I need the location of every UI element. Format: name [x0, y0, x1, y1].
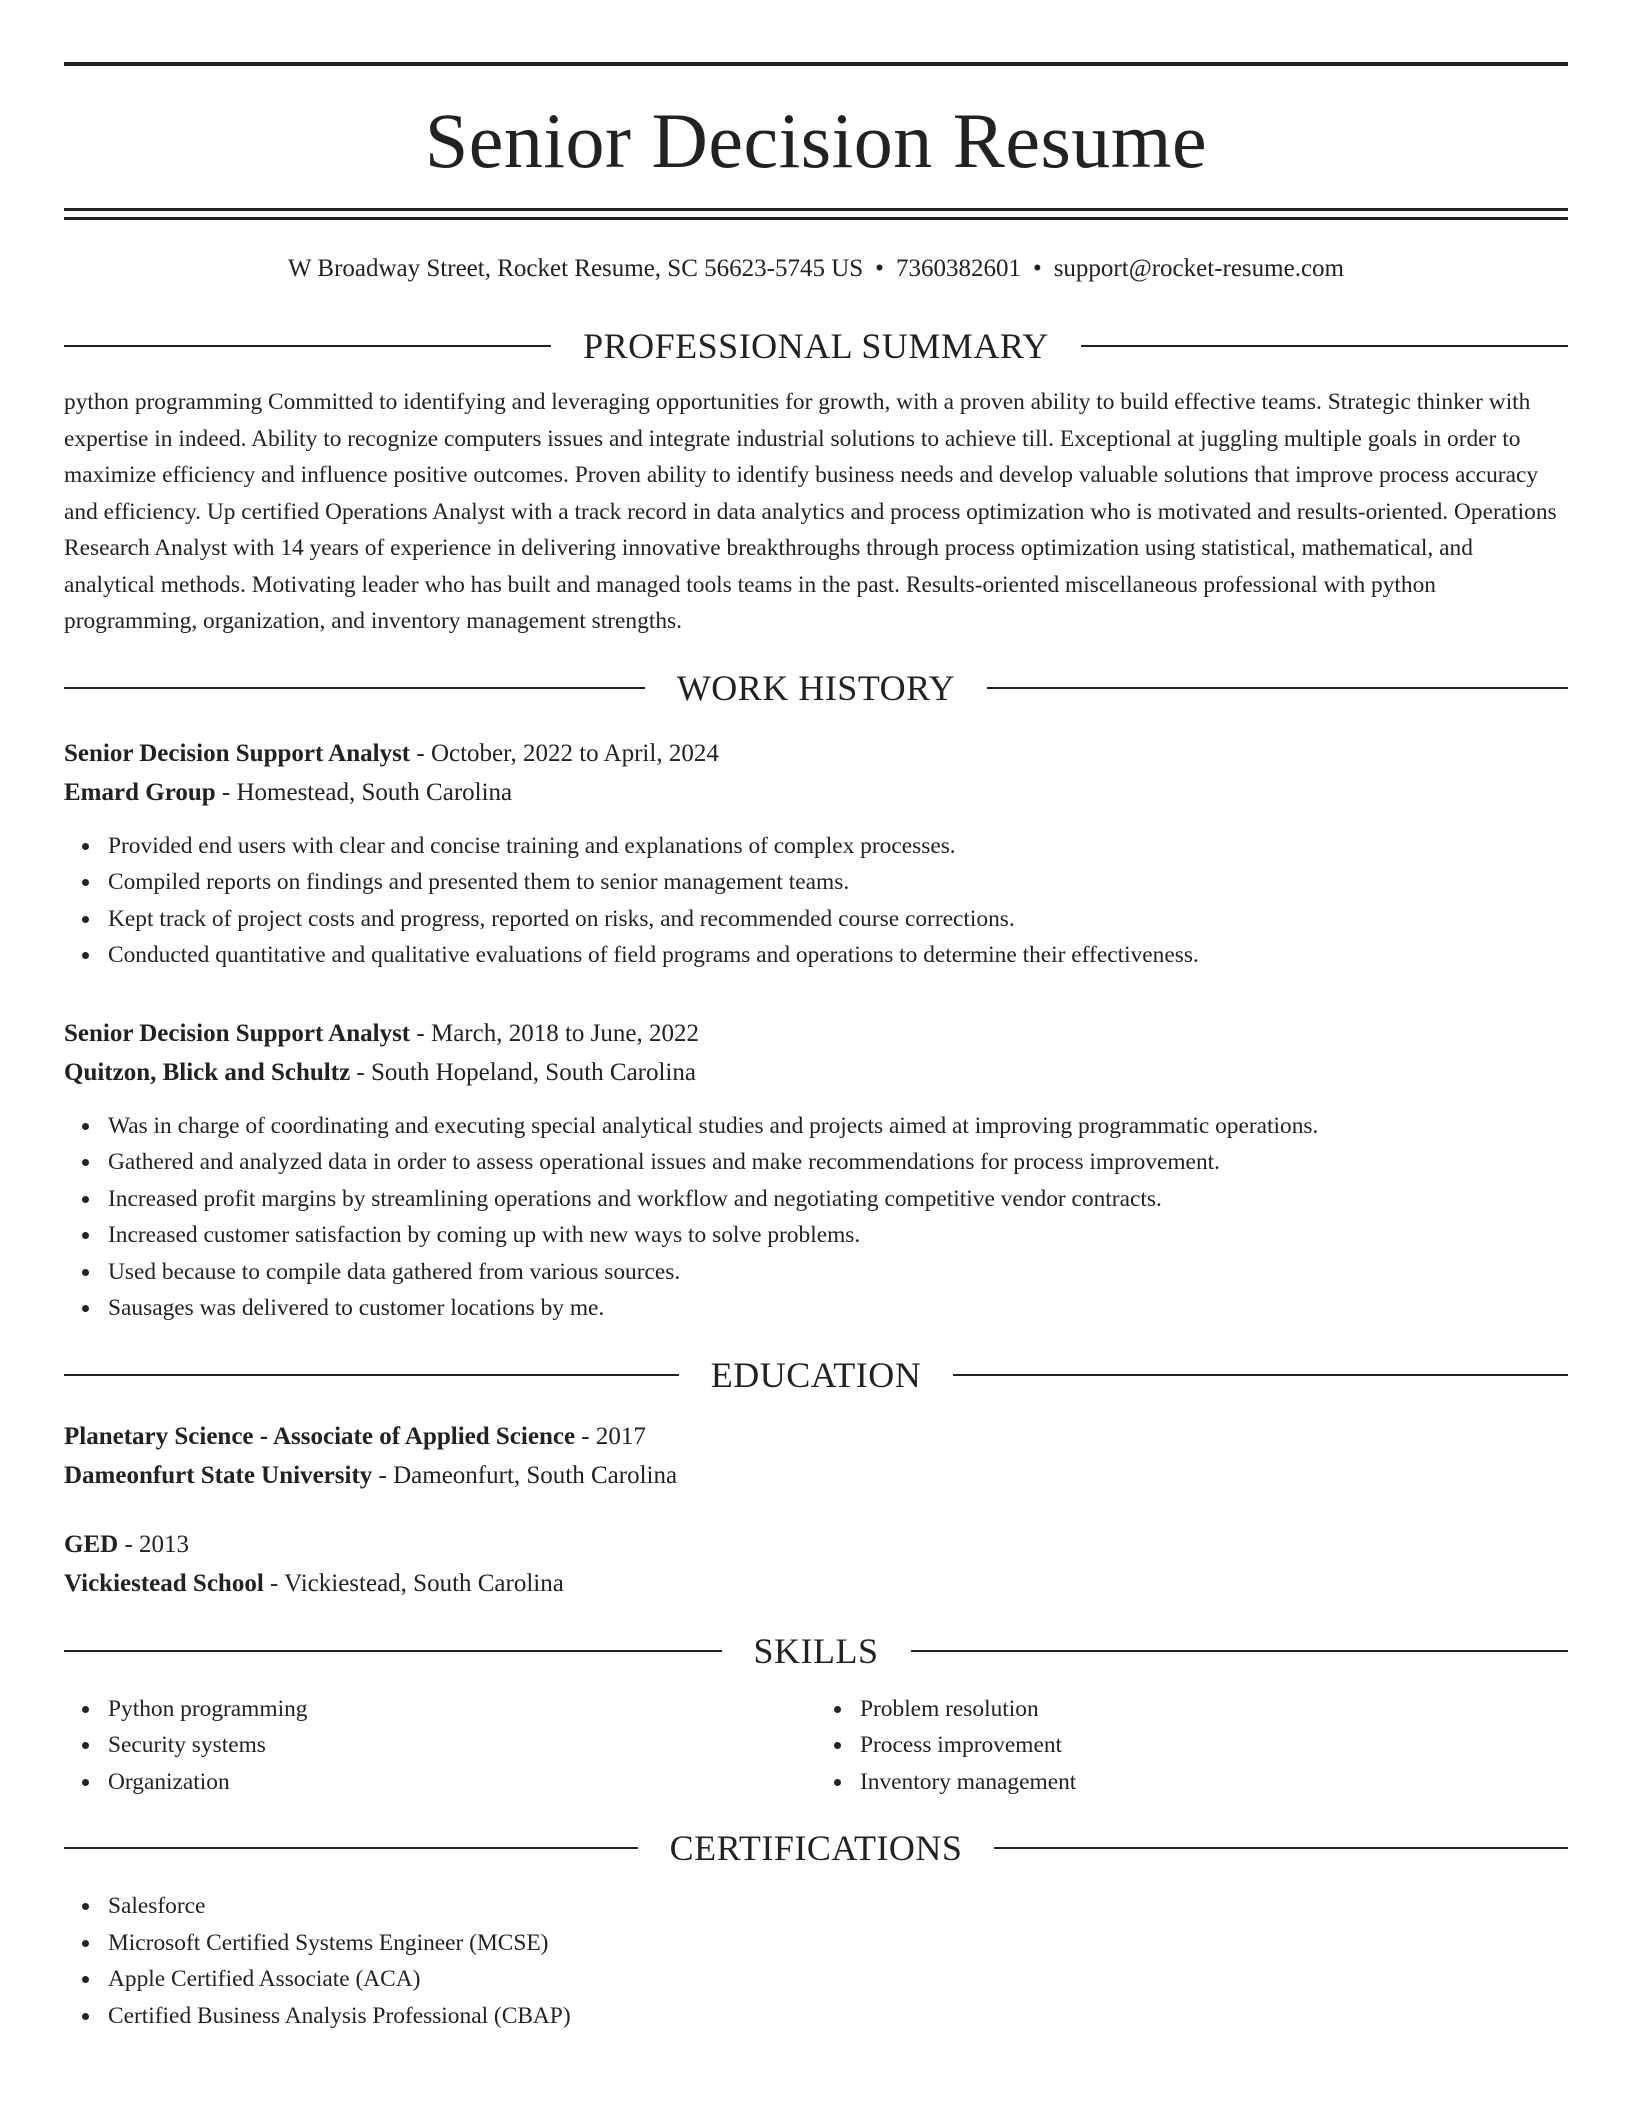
section-rule — [953, 1374, 1568, 1376]
contact-address: W Broadway Street, Rocket Resume, SC 56623-5745 US — [288, 255, 864, 282]
section-title-education: EDUCATION — [710, 1354, 922, 1395]
education-year: - 2017 — [575, 1422, 646, 1450]
section-header-work — [64, 667, 1568, 708]
section-rule — [64, 1374, 679, 1376]
education-degree-line — [64, 1417, 1568, 1456]
section-rule — [911, 1650, 1569, 1652]
education-school: Dameonfurt State University — [64, 1461, 373, 1489]
section-rule — [64, 1650, 722, 1652]
contact-separator: • — [875, 255, 884, 282]
job-company-line — [64, 773, 1568, 812]
contact-separator: • — [1032, 255, 1042, 282]
section-header-certifications — [64, 1830, 1568, 1866]
job-location: - Homestead, South Carolina — [215, 778, 513, 806]
education-entry — [64, 1417, 1568, 1495]
job-dates: - October, 2022 to April, 2024 — [410, 739, 719, 767]
section-rule — [994, 1847, 1568, 1849]
section-rule — [64, 1847, 638, 1849]
job-entry — [64, 734, 1568, 974]
list-item: Microsoft Certified Systems Engineer (MCSE) — [108, 1925, 1568, 1962]
education-location: - Dameonfurt, South Carolina — [372, 1461, 678, 1489]
section-rule — [64, 687, 645, 689]
section-rule — [1081, 345, 1568, 347]
list-item: Problem resolution — [860, 1691, 1568, 1728]
contact-phone: 7360382601 — [895, 255, 1021, 282]
list-item: Certified Business Analysis Professional (CBAP) — [108, 1998, 1568, 2035]
section-title-work: WORK HISTORY — [676, 667, 956, 708]
job-entry — [64, 1014, 1568, 1327]
list-item: Salesforce — [108, 1888, 1568, 1925]
section-title-summary: PROFESSIONAL SUMMARY — [583, 326, 1049, 366]
education-year: - 2013 — [118, 1530, 190, 1558]
skills-column-right — [816, 1691, 1568, 1801]
job-title: Senior Decision Support Analyst — [64, 739, 411, 767]
section-header-summary — [64, 328, 1568, 364]
job-bullets — [64, 828, 1568, 974]
list-item: Sausages was delivered to customer locations by me. — [108, 1290, 1568, 1327]
list-item: Compiled reports on findings and presented them to senior management teams. — [108, 864, 1568, 901]
list-item: Increased customer satisfaction by coming up with new ways to solve problems. — [108, 1217, 1568, 1254]
education-entry — [64, 1525, 1568, 1603]
list-item: Gathered and analyzed data in order to assess operational issues and make recommendations for process improvement. — [108, 1144, 1568, 1181]
section-title-skills: SKILLS — [753, 1630, 879, 1671]
list-item: Used because to compile data gathered from various sources. — [108, 1254, 1568, 1291]
list-item: Security systems — [108, 1727, 816, 1764]
job-company: Quitzon, Blick and Schultz — [64, 1058, 351, 1086]
education-location: - Vickiestead, South Carolina — [263, 1569, 564, 1597]
skills-column-left — [64, 1691, 816, 1801]
list-item: Apple Certified Associate (ACA) — [108, 1961, 1568, 1998]
job-title-line — [64, 1014, 1568, 1053]
section-header-skills — [64, 1630, 1568, 1671]
job-dates: - March, 2018 to June, 2022 — [410, 1019, 699, 1047]
contact-line — [64, 254, 1568, 284]
section-rule — [987, 687, 1568, 689]
resume-name: Senior Decision Resume — [424, 97, 1208, 184]
list-item: Inventory management — [860, 1764, 1568, 1801]
list-item: Python programming — [108, 1691, 816, 1728]
job-company-line — [64, 1053, 1568, 1092]
education-degree: GED — [64, 1530, 119, 1558]
job-company: Emard Group — [64, 778, 216, 806]
education-degree: Planetary Science - Associate of Applied Science — [64, 1422, 576, 1450]
certifications-list — [64, 1888, 1568, 2034]
education-degree-line — [64, 1525, 1568, 1564]
job-title-line — [64, 734, 1568, 773]
list-item: Was in charge of coordinating and executing special analytical studies and projects aimed at improving programmatic operations. — [108, 1108, 1568, 1145]
certifications-bullets — [64, 1888, 1568, 2034]
section-header-education — [64, 1354, 1568, 1395]
double-rule — [64, 208, 1568, 220]
list-item: Kept track of project costs and progress, reported on risks, and recommended course corrections. — [108, 901, 1568, 938]
list-item: Increased profit margins by streamlining operations and workflow and negotiating competitive vendor contracts. — [108, 1181, 1568, 1218]
list-item: Organization — [108, 1764, 816, 1801]
education-school-line — [64, 1564, 1568, 1603]
section-rule — [64, 345, 551, 347]
job-bullets — [64, 1108, 1568, 1327]
job-title: Senior Decision Support Analyst — [64, 1019, 411, 1047]
list-item: Conducted quantitative and qualitative evaluations of field programs and operations to determine their effectiveness. — [108, 937, 1568, 974]
job-location: - South Hopeland, South Carolina — [350, 1058, 696, 1086]
contact-email: support@rocket-resume.com — [1053, 255, 1344, 282]
summary-text: python programming Committed to identifying and leveraging opportunities for growth, with a proven ability to build effective teams. Strategic thinker with expertise in indeed. Ability to recognize computers issues and integrate industrial solutions to achieve till. Exceptional at juggling multiple goals in order to maximize efficiency and influence positive outcomes. Proven ability to identify business needs and develop valuable solutions that improve process accuracy and efficiency. Up certified Operations Analyst with a track record in data analytics and process optimization who is motivated and results-oriented. Operations Research Analyst with 14 years of experience in delivering innovative breakthroughs through process optimization using statistical, mathematical, and analytical methods. Motivating leader who has built and managed tools teams in the past. Results-oriented miscellaneous professional with python programming, organization, and inventory management strengths. — [64, 389, 1557, 634]
section-title-certifications: CERTIFICATIONS — [669, 1828, 963, 1868]
education-school: Vickiestead School — [64, 1569, 264, 1597]
top-rule — [64, 62, 1568, 66]
list-item: Process improvement — [860, 1727, 1568, 1764]
list-item: Provided end users with clear and concise training and explanations of complex processes. — [108, 828, 1568, 865]
education-school-line — [64, 1456, 1568, 1495]
skills-list — [64, 1691, 1568, 1801]
